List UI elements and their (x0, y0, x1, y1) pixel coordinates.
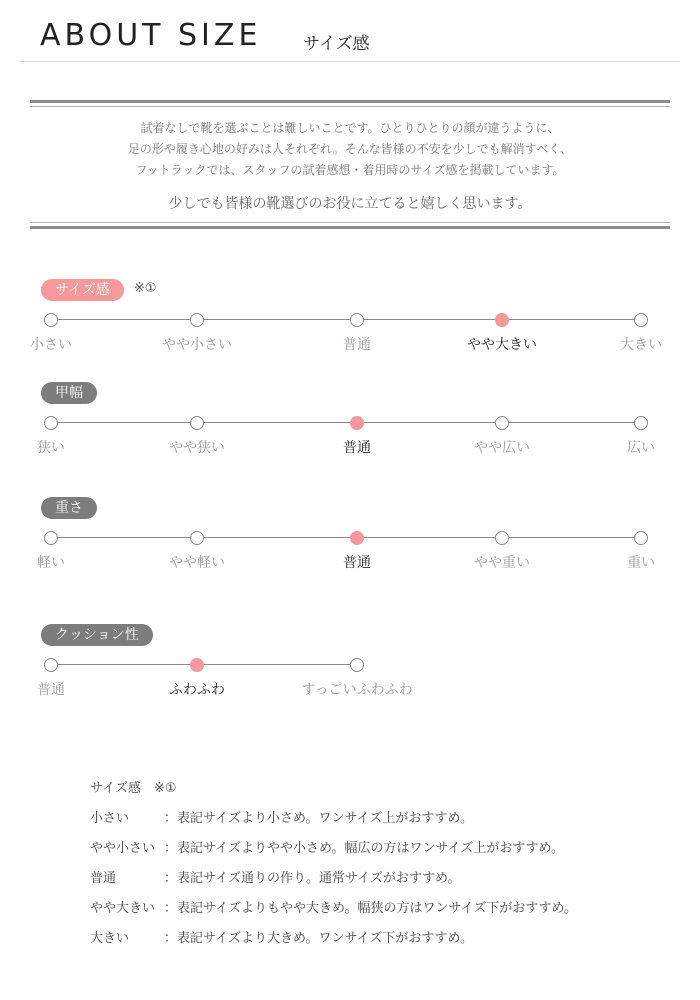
section-note: ※① (134, 281, 157, 296)
intro-top-rule (30, 100, 670, 103)
intro-line: フットラックでは、スタッフの試着感想・着用時のサイズ感を掲載しています。 (135, 163, 565, 177)
legend-term: やや小さい (90, 841, 156, 856)
section-label-pill: 甲幅 (41, 382, 97, 404)
scale-track (51, 537, 641, 538)
scale-option-label: 大きい (620, 337, 662, 353)
legend-row (90, 838, 670, 868)
intro-line: 足の形や履き心地の好みは人それぞれ。そんな皆様の不安を少しでも解消すべく、 (127, 142, 573, 156)
legend-term: 普通 (90, 871, 117, 886)
scale-option-label: 普通 (343, 555, 371, 571)
scale-option-label: 広い (627, 440, 655, 456)
scale-track (51, 664, 357, 665)
scale-point (44, 313, 58, 327)
scale-option-label: 小さい (30, 337, 72, 353)
rating-section (0, 382, 700, 472)
scale-point (44, 531, 58, 545)
scale-option-label: やや軽い (169, 555, 225, 571)
scale-point (190, 313, 204, 327)
section-label-pill: 重さ (41, 497, 97, 519)
intro-line: 試着なしで靴を選ぶことは難しいことです。ひとりひとりの顔が違うように、 (140, 121, 560, 135)
scale-point (495, 416, 509, 430)
scale-track (51, 319, 641, 320)
legend-desc: ：表記サイズよりやや小さめ。幅広の方はワンサイズ上がおすすめ。 (164, 841, 565, 856)
scale-point-selected (495, 313, 509, 327)
section-label-pill: クッション性 (41, 624, 153, 646)
scale-point (634, 313, 648, 327)
scale-point-selected (190, 658, 204, 672)
intro-closing: 少しでも皆様の靴選びのお役に立てると嬉しく思います。 (168, 196, 532, 212)
scale-point-selected (350, 416, 364, 430)
scale-point (495, 531, 509, 545)
header-title: ABOUT SIZE (40, 18, 262, 53)
rating-section (0, 624, 700, 714)
rating-section (0, 497, 700, 587)
scale-option-label: 普通 (343, 440, 371, 456)
legend-desc: ：表記サイズより小さめ。ワンサイズ上がおすすめ。 (164, 811, 474, 826)
scale-point-selected (350, 531, 364, 545)
scale-option-label: ふわふわ (169, 682, 225, 698)
scale-option-label: やや広い (474, 440, 530, 456)
scale-option-label: すっごいふわふわ (301, 682, 413, 698)
scale-option-label: 重い (627, 555, 655, 571)
scale-option-label: 狭い (37, 440, 65, 456)
intro-bottom-rule (30, 226, 670, 229)
scale-track (51, 422, 641, 423)
legend (90, 778, 670, 958)
scale-option-label: やや狭い (169, 440, 225, 456)
intro-text (30, 118, 670, 181)
scale-point (634, 416, 648, 430)
scale-point (44, 658, 58, 672)
section-label-pill: サイズ感 (41, 279, 124, 301)
scale-point (190, 416, 204, 430)
legend-desc: ：表記サイズよりもやや大きめ。幅狭の方はワンサイズ下がおすすめ。 (164, 901, 578, 916)
scale-option-label: やや大きい (467, 337, 537, 353)
legend-row (90, 808, 670, 838)
scale-option-label: 普通 (343, 337, 371, 353)
legend-row (90, 868, 670, 898)
legend-term: 大きい (90, 931, 130, 946)
scale-point (350, 658, 364, 672)
legend-heading: サイズ感 ※① (90, 781, 177, 796)
intro-bottom-rule-thin (30, 222, 670, 223)
legend-desc: ：表記サイズより大きめ。ワンサイズ下がおすすめ。 (164, 931, 474, 946)
scale-option-label: 普通 (37, 682, 65, 698)
scale-option-label: やや小さい (162, 337, 232, 353)
legend-term: 小さい (90, 811, 130, 826)
scale-point (44, 416, 58, 430)
scale-point (634, 531, 648, 545)
intro-top-rule-thin (30, 106, 670, 107)
legend-desc: ：表記サイズ通りの作り。通常サイズがおすすめ。 (164, 871, 461, 886)
rating-section (0, 279, 700, 369)
scale-option-label: 軽い (37, 555, 65, 571)
legend-row (90, 928, 670, 958)
header-subtitle: サイズ感 (303, 34, 370, 54)
legend-row (90, 898, 670, 928)
legend-term: やや大きい (90, 901, 156, 916)
scale-option-label: やや重い (474, 555, 530, 571)
scale-point (190, 531, 204, 545)
header-divider (20, 61, 680, 62)
scale-point (350, 313, 364, 327)
